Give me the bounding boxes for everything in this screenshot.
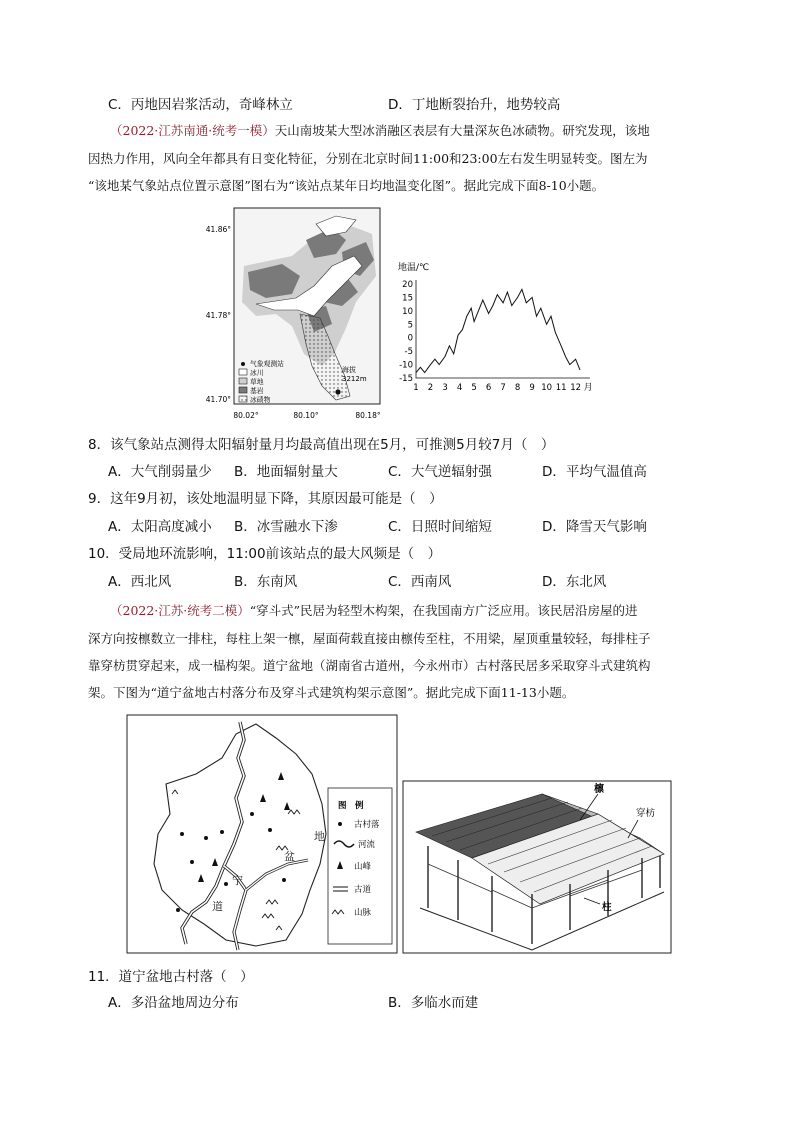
passage2-line1	[110, 602, 638, 620]
svg-text:41.86°: 41.86°	[205, 225, 231, 234]
svg-text:山脉: 山脉	[354, 908, 372, 918]
q8-option-c: C．大气逆辐射强	[388, 464, 492, 480]
map2-legend	[328, 788, 392, 944]
passage1-line1	[110, 122, 650, 140]
passage1-line2: 因热力作用，风向全年都具有日变化特征，分别在北京时间11:00和23:00左右发生明显转变。图左为	[88, 151, 648, 166]
y-tick-label: -15	[399, 374, 413, 384]
q9-option-a: A．太阳高度减小	[108, 519, 212, 535]
elevation-label: 海拔	[342, 366, 356, 374]
x-tick-label: 9	[529, 383, 535, 393]
svg-text:道: 道	[212, 900, 223, 913]
q8-option-a: A．大气削弱量少	[108, 464, 212, 480]
x-tick-label: 12	[570, 383, 582, 393]
series-line-ground-temp	[416, 289, 580, 372]
station-location-map	[196, 206, 392, 428]
passage2-intro: “穿斗式”民居为轻型木构架，在我国南方广泛应用。该民居沿房屋的进	[249, 603, 638, 618]
chuandou-frame-diagram	[402, 780, 672, 954]
y-tick-label: 20	[402, 280, 413, 290]
passage2-line2: 深方向按檩数立一排柱，每柱上架一檩，屋面荷载直接由檩传至柱，不用梁，屋顶重量较轻，每排柱子	[88, 631, 651, 646]
y-tick-label: 5	[407, 320, 413, 331]
longitude-labels	[233, 411, 380, 420]
daoning-basin-map	[126, 714, 398, 954]
q8-option-d: D．平均气温值高	[542, 464, 647, 480]
svg-text:气象观测站: 气象观测站	[250, 360, 284, 368]
svg-text:41.78°: 41.78°	[205, 311, 231, 320]
svg-text:80.18°: 80.18°	[355, 411, 381, 420]
svg-text:地: 地	[314, 830, 325, 843]
svg-text:80.02°: 80.02°	[233, 411, 259, 420]
q10-option-d: D．东北风	[542, 574, 607, 590]
x-tick-label: 8	[514, 383, 521, 393]
y-tick-label: -5	[404, 347, 413, 358]
passage1-source: （2022·江苏南通·统考一模）	[110, 123, 275, 138]
x-tick-label: 2	[427, 383, 434, 393]
svg-text:河流: 河流	[358, 840, 376, 850]
label-zhu: 柱	[602, 902, 612, 913]
y-tick-label: 15	[402, 293, 413, 304]
y-tick-label: 10	[402, 306, 413, 317]
q9-stem: 9．这年9月初，该处地温明显下降，其原因最可能是（ ）	[88, 491, 443, 507]
svg-text:山峰: 山峰	[354, 862, 372, 872]
svg-text:图 例: 图 例	[338, 801, 364, 811]
x-tick-label: 7	[500, 383, 506, 393]
svg-text:草地: 草地	[250, 378, 264, 386]
x-tick-label: 1	[413, 383, 419, 393]
x-tick-label: 6	[485, 383, 492, 393]
q9-option-d: D．降雪天气影响	[542, 519, 647, 535]
x-tick-label: 10	[541, 383, 553, 393]
passage1-line3: “该地某气象站点位置示意图”图右为“该站点某年日均地温变化图”。据此完成下面8-10小题。	[88, 178, 605, 193]
label-chuanfang: 穿枋	[636, 808, 656, 819]
chart-axes	[416, 280, 590, 378]
q11-option-a: A．多沿盆地周边分布	[108, 995, 239, 1011]
svg-text:盆: 盆	[284, 850, 295, 863]
svg-text:宁: 宁	[232, 874, 243, 887]
q10-option-a: A．西北风	[108, 574, 172, 590]
q9-option-b: B．冰雪融水下渗	[234, 519, 338, 535]
elevation-value: 3212m	[342, 375, 367, 383]
x-tick-label: 11	[555, 383, 567, 393]
svg-text:古道: 古道	[354, 885, 372, 895]
x-tick-label: 4	[456, 383, 463, 393]
svg-text:古村落: 古村落	[354, 820, 380, 830]
q8-stem: 8．该气象站点测得太阳辐射量月均最高值出现在5月，可推测5月较7月（ ）	[88, 437, 555, 453]
latitude-labels	[206, 225, 231, 404]
y-tick-label: -10	[399, 360, 413, 371]
passage2-line3: 靠穿枋贯穿起来，成一榀构架。道宁盆地（湖南省古道州，今永州市）古村落民居多采取穿斗式建筑构	[88, 658, 651, 673]
q11-stem: 11．道宁盆地古村落（ ）	[88, 969, 254, 985]
passage2-line4: 架。下图为“道宁盆地古村落分布及穿斗式建筑构架示意图”。据此完成下面11-13小题。	[88, 685, 575, 700]
y-tick-label: 0	[407, 333, 413, 344]
option-c: C．丙地因岩浆活动，奇峰林立	[108, 97, 293, 113]
q9-option-c: C．日照时间缩短	[388, 519, 492, 535]
label-lin: 檩	[594, 784, 604, 795]
chart-xlabel: 月	[583, 383, 593, 393]
svg-text:基岩: 基岩	[250, 387, 264, 395]
q10-option-b: B．东南风	[234, 574, 298, 590]
ground-temperature-chart	[394, 258, 596, 404]
passage1-intro: 天山南坡某大型冰消融区表层有大量深灰色冰碛物。研究发现，该地	[274, 123, 650, 138]
svg-text:冰碛物: 冰碛物	[250, 396, 271, 404]
x-tick-label: 3	[442, 383, 448, 393]
q11-option-b: B．多临水而建	[388, 995, 479, 1011]
svg-text:80.10°: 80.10°	[293, 411, 319, 420]
weather-station-marker	[335, 389, 340, 394]
svg-text:冰川: 冰川	[250, 369, 264, 377]
chart-ylabel: 地温/℃	[398, 263, 430, 273]
svg-text:41.70°: 41.70°	[205, 395, 231, 404]
q10-option-c: C．西南风	[388, 574, 452, 590]
q10-stem: 10．受局地环流影响，11:00前该站点的最大风频是（ ）	[88, 546, 442, 562]
q8-option-b: B．地面辐射量大	[234, 464, 338, 480]
passage2-source: （2022·江苏·统考二模）	[110, 603, 250, 618]
x-tick-label: 5	[471, 383, 477, 393]
option-d: D．丁地断裂抬升，地势较高	[388, 97, 561, 113]
